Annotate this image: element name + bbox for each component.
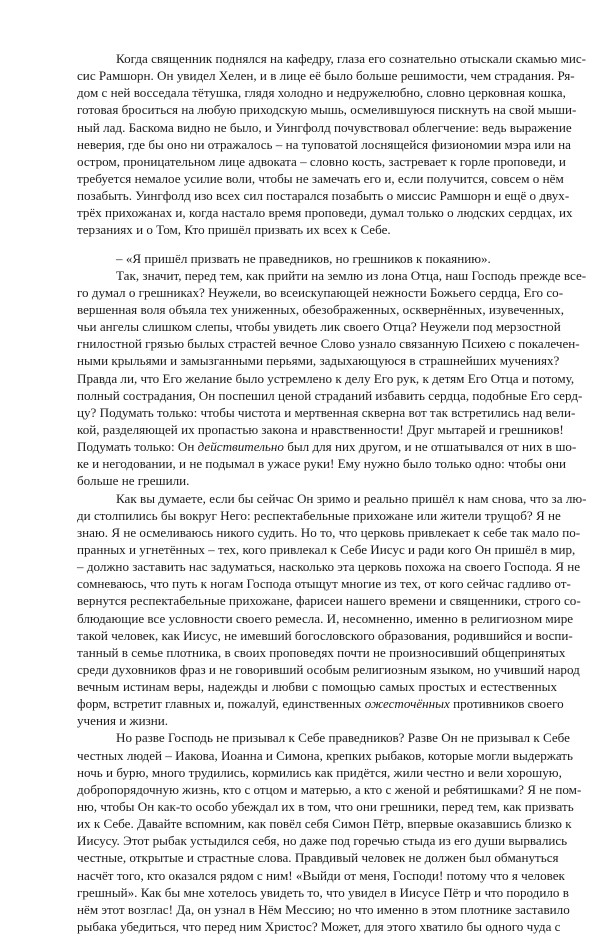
- text-line: такой человек, как Иисус, не имевший богословского образования, родившийся и воспи-: [77, 627, 573, 643]
- text-line: – должно заставить нас задуматься, насколько эта церковь похожа на своего Господа. Я не: [77, 559, 581, 575]
- text-line: чьи ангелы слишком слепы, чтобы увидеть лик своего Отца? Неужели под мерзостной: [77, 319, 561, 335]
- text-line: Но разве Господь не призывал к Себе праведников? Разве Он не призывал к Себе: [116, 730, 570, 746]
- text-line: кой, разделяющей их пропастью закона и нравственности! Друг мытарей и грешников!: [77, 421, 564, 437]
- text-line: сомневаюсь, что путь к ногам Господа отыщут многие из тех, от кого сейчас гадливо от-: [77, 576, 571, 592]
- text-line: ночь и бурю, много трудились, кормились как придётся, жили честно и вели хорошую,: [77, 764, 562, 780]
- text-line: знаю. Я не осмеливаюсь никого судить. Но то, что церковь привлекает к себе так мало по-: [77, 524, 581, 540]
- text-line: Когда священник поднялся на кафедру, глаза его сознательно отыскали скамью мис-: [116, 51, 587, 66]
- text-line: Так, значит, перед тем, как прийти на землю из лона Отца, наш Господь прежде все-: [116, 267, 587, 283]
- text-line: их к Себе. Давайте вспомним, как повёл себя Симон Пётр, впервые оказавшись близко к: [77, 816, 572, 832]
- paragraph-gap: [77, 239, 557, 250]
- text-line: полный сострадания, Он поспешил ценой страданий избавить сердца, подобные Его серд-: [77, 387, 583, 403]
- text-line: грешный». Как бы мне хотелось увидеть то, что увидел в Иисусе Пётр и что породило в: [77, 884, 569, 900]
- text-line: неверия, где бы оно ни отражалось – на туповатой лоснящейся физиономии мэра или на: [77, 136, 571, 152]
- document-page: [77, 50, 587, 935]
- text-line: Правда ли, что Его желание было устремлено к делу Его рук, к детям Его Отца и потому,: [77, 370, 575, 386]
- text-line: больше не грешили.: [77, 473, 190, 489]
- emphasis: действительно: [197, 439, 284, 455]
- paragraph-quote: [77, 250, 557, 267]
- text-line: насчёт того, кто оказался рядом с ним! «Выйди от меня, Господи! потому что я человек: [77, 867, 565, 883]
- text-line: вечным истинам веры, надежды и любви с помощью самых простых и естественных: [77, 679, 557, 695]
- text-line: танный в семье плотника, в своих проповедях почти не произносивший общепринятых: [77, 644, 566, 660]
- text-line: форм, встретит главных и, пожалуй, единственных ожесточённых противников своего: [77, 696, 564, 712]
- text-line: Иисусу. Этот рыбак устыдился себя, но даже под горечью стыда из его души вырвались: [77, 833, 568, 849]
- text-line: – «Я пришёл призвать не праведников, но грешников к покаянию».: [116, 250, 491, 266]
- text-line: рыбака убедиться, что перед ним Христос? Может, для этого хватило бы одного чуда с: [77, 919, 561, 935]
- text-line: блюдающие все условности своего ремесла. И, несомненно, именно в религиозном мире: [77, 610, 574, 626]
- text-line: цу? Подумать только: чтобы чистота и мертвенная скверна вот так встретились над вели-: [77, 404, 576, 420]
- text-line: среди духовников фраз и не говоривший особым религиозным языком, но учивший народ: [77, 661, 580, 677]
- paragraph-4: [77, 729, 582, 935]
- text-line: дом с ней восседала тётушка, глядя холодно и недружелюбно, словно церковная кошка,: [77, 85, 566, 101]
- text-line: готовая броситься на любую приходскую мышь, осмелившуюся пискнуть на свой мыши-: [77, 102, 577, 118]
- text-line: пранных и угнетённых – тех, кого привлекал к Себе Иисус и ради кого Он пришёл в мир,: [77, 541, 576, 557]
- text-line: вернутся респектабельные прихожане, фарисеи нашего времени и священники, строго со-: [77, 593, 581, 609]
- paragraph-1: [77, 50, 587, 239]
- text-line: сис Рамшорн. Он увидел Хелен, и в лице её было больше решимости, чем страдания. Ря-: [77, 68, 575, 84]
- text-line: ди столпились бы вокруг Него: респектабельные прихожане или жители трущоб? Я не: [77, 507, 561, 523]
- text-line: вершенная воля объяла тех униженных, обезображенных, осквернённых, изувеченных,: [77, 301, 564, 317]
- text-line: нём этот возглас! Да, он узнал в Нём Мессию; но что именно в этом плотнике заставило: [77, 901, 570, 917]
- text-line: добропорядочную жизнь, кто с отцом и матерью, а кто с женой и ребятишками? Я не пом-: [77, 781, 582, 797]
- text-line: терзаниях и о Том, Кто пришёл призвать их всех к Себе.: [77, 222, 391, 238]
- text-line: честных людей – Иакова, Иоанна и Симона, крепких рыбаков, которые могли выдержать: [77, 747, 573, 763]
- text-line: трёх прихожанах и, когда настало время проповеди, думал только о людских сердцах, их: [77, 205, 573, 221]
- text-line: ню, чтобы Он как-то особо убеждал их в том, что они грешники, перед тем, как призвать: [77, 799, 574, 815]
- text-line: требуется немалое усилие воли, чтобы не замечать его и, если получится, совсем о нём: [77, 170, 564, 186]
- text-line: Подумать только: Он действительно был для них другом, и не отшатывался от них в шо-: [77, 439, 577, 455]
- text-line: позабыть. Уингфолд изо всех сил постарался позабыть о миссис Рамшорн и ещё о двух-: [77, 188, 570, 204]
- text-line: ный лад. Баскома видно не было, и Уингфолд почувствовал облегчение: ведь выражение: [77, 119, 572, 135]
- text-line: Как вы думаете, если бы сейчас Он зримо и реально пришёл к нам снова, что за лю-: [116, 490, 587, 506]
- paragraph-3: [77, 490, 587, 730]
- text-line: ными крыльями и замызганными перьями, задыхающуюся в страшнейших мучениях?: [77, 353, 560, 369]
- text-line: гнилостной грязью былых страстей вечное Слово узнало связанную Психею с покалечен-: [77, 336, 580, 352]
- text-line: го думал о грешниках? Неужели, во всеискупающей нежности Божьего сердца, Его со-: [77, 284, 564, 300]
- emphasis: ожесточённых: [364, 696, 450, 712]
- text-line: учения и жизни.: [77, 713, 169, 729]
- paragraph-2: [77, 267, 587, 490]
- text-line: остром, проницательном лице адвоката – словно кость, застревает к горле проповеди, и: [77, 153, 566, 169]
- text-line: ке и негодовании, и не подымал в ужасе руки! Ему нужно было только одно: чтобы они: [77, 456, 567, 472]
- text-line: честные, открытые и страстные слова. Правдивый человек не должен был обмануться: [77, 850, 559, 866]
